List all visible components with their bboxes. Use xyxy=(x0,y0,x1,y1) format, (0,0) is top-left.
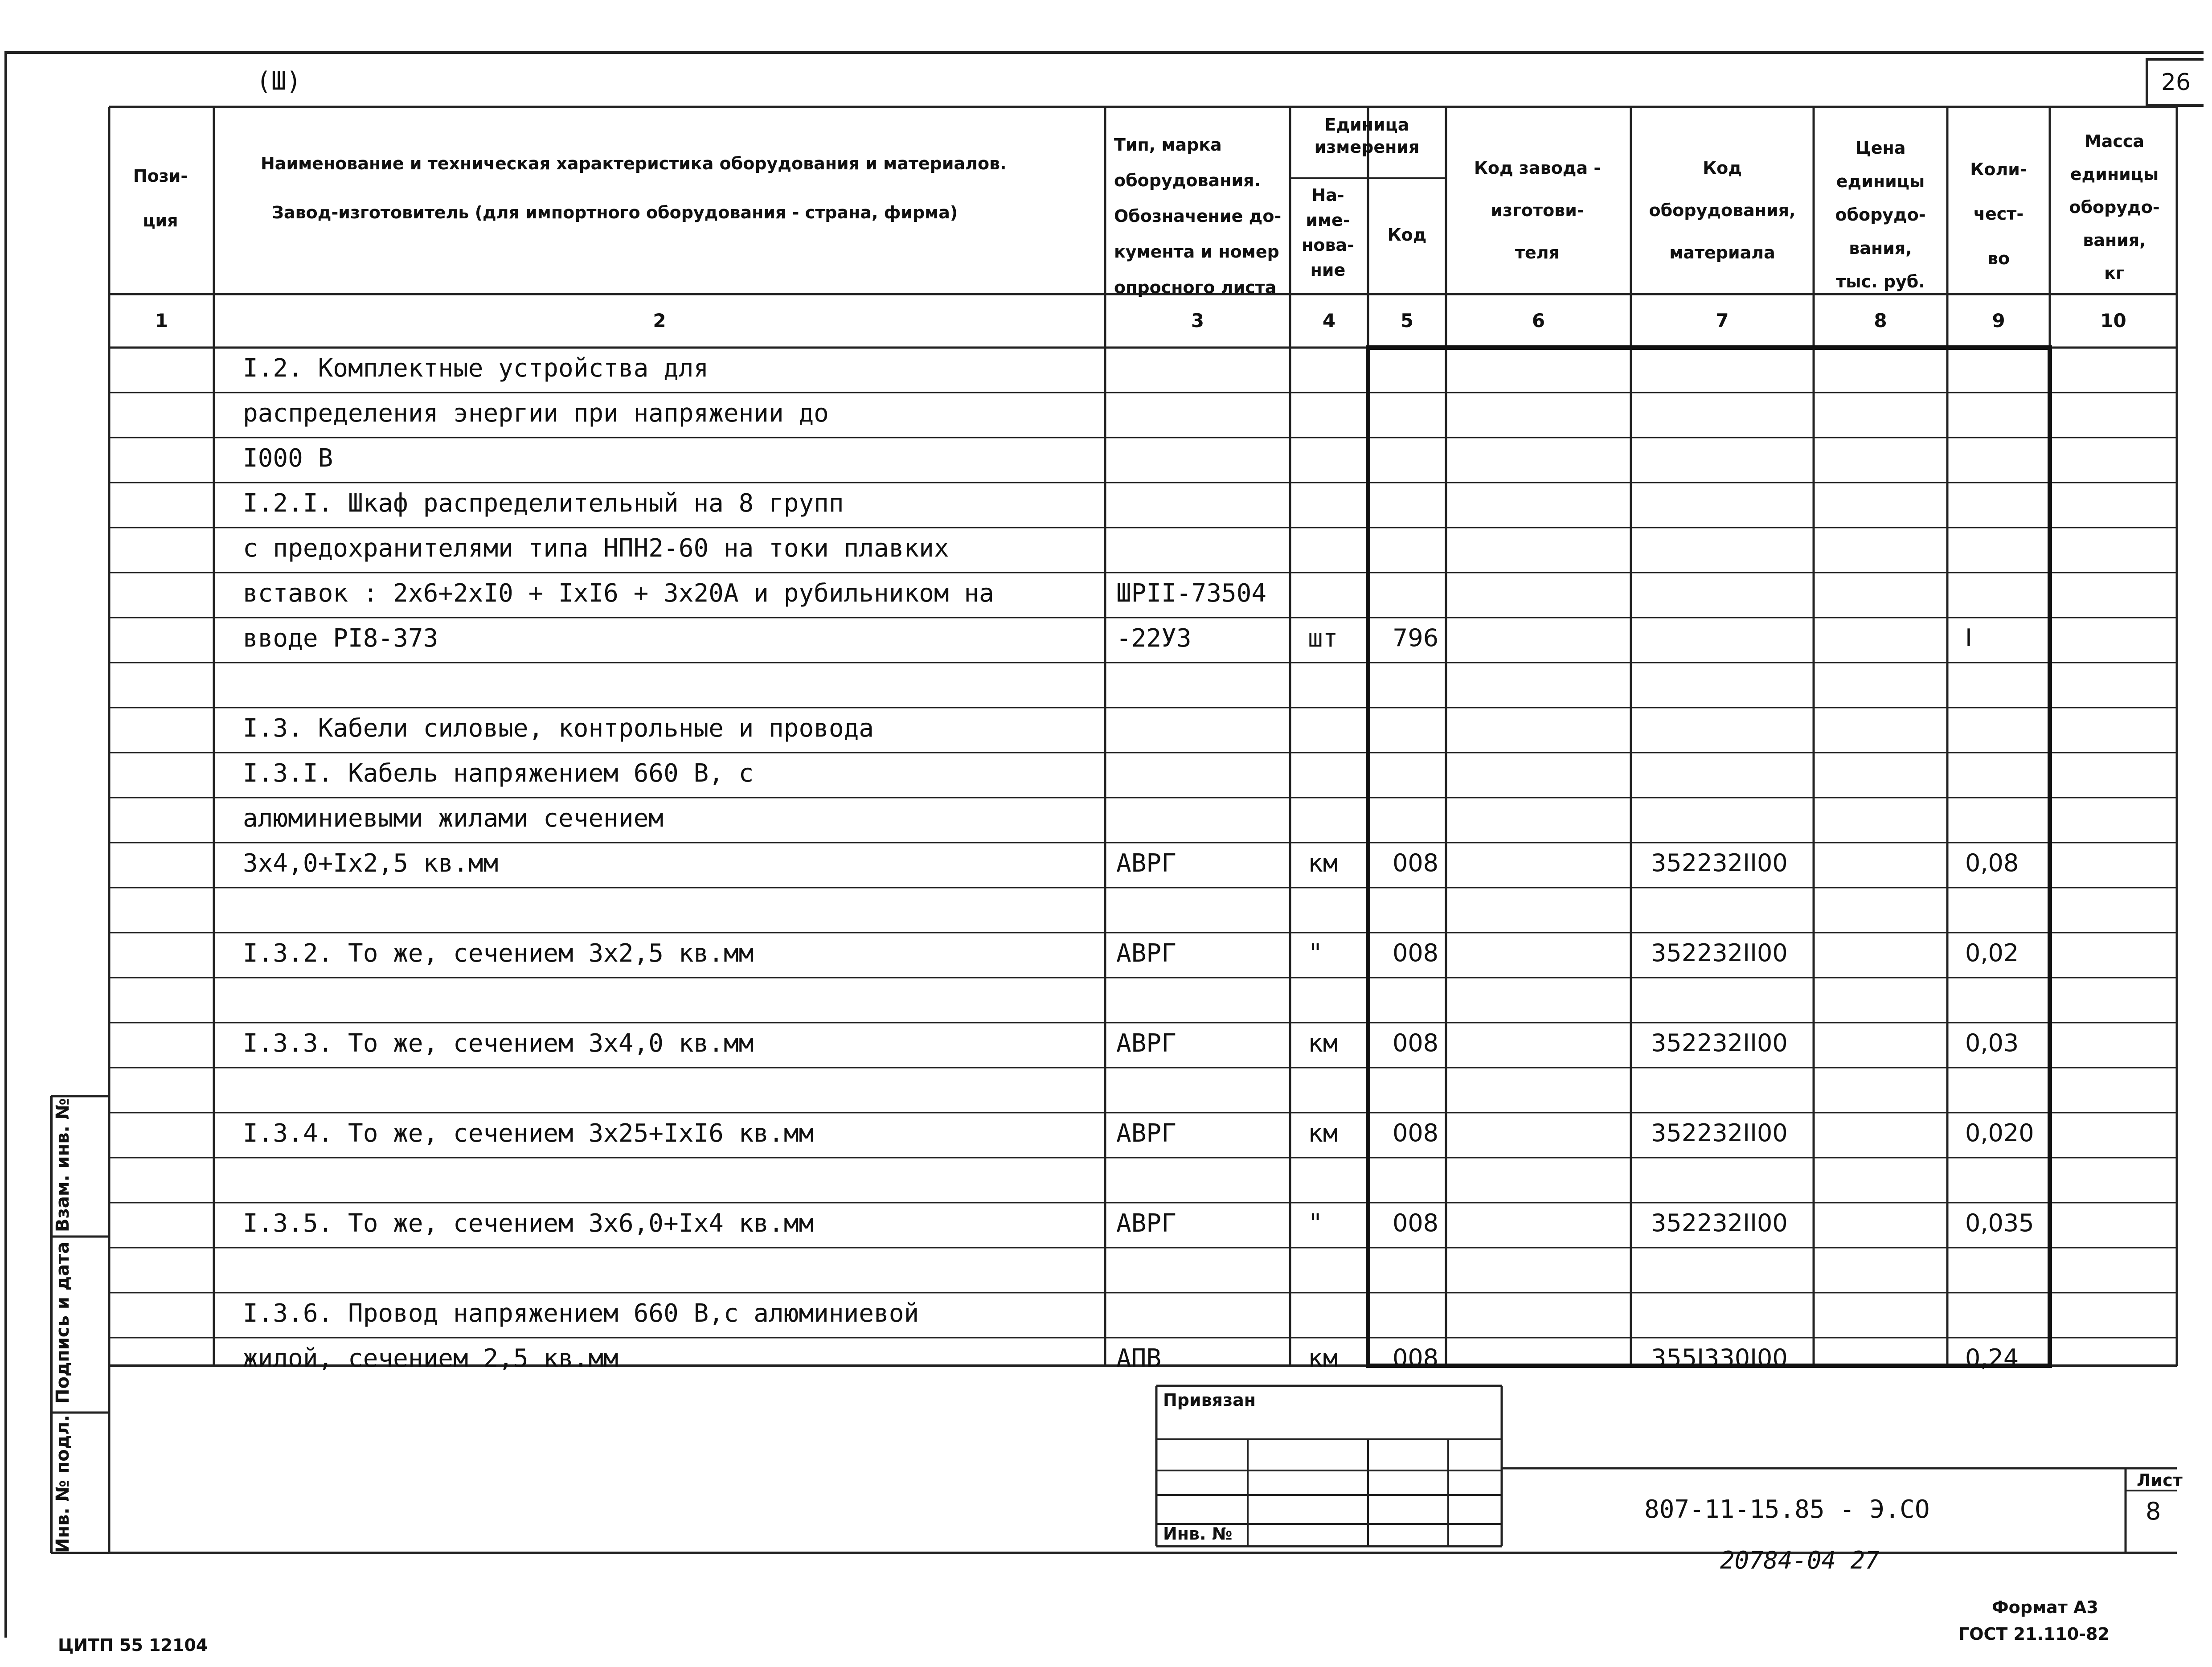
row-name: I.3. Кабели силовые, контрольные и провода xyxy=(243,714,874,743)
row-unit-name: км xyxy=(1308,1029,1338,1058)
side-label-vzam: Взам. инв. № xyxy=(53,1098,73,1232)
row-name: I000 В xyxy=(243,444,333,473)
header-name-line2: Завод-изготовитель (для импортного оборудования - страна, фирма) xyxy=(272,203,958,222)
stamp-list-number: 8 xyxy=(2146,1497,2161,1525)
header-unit: Единица измерения xyxy=(1314,115,1420,157)
row-name: I.3.6. Провод напряжением 660 В,с алюминиевой xyxy=(243,1299,919,1328)
row-name: 3х4,0+Iх2,5 кв.мм xyxy=(243,849,499,878)
header-equipment-code: Код оборудования, материала xyxy=(1649,158,1796,262)
row-unit-code: 008 xyxy=(1393,1209,1439,1237)
row-name: вводе PI8-373 xyxy=(243,624,438,653)
row-quantity: 0,08 xyxy=(1965,849,2019,877)
row-unit-name: шт xyxy=(1308,624,1338,653)
series-mark: (Ш) xyxy=(256,67,302,96)
row-name: I.2. Комплектные устройства для xyxy=(243,354,709,383)
row-type: АВРГ xyxy=(1116,849,1176,878)
column-number: 5 xyxy=(1400,310,1414,332)
row-quantity: 0,24 xyxy=(1965,1344,2019,1372)
row-quantity: 0,020 xyxy=(1965,1119,2034,1147)
column-number: 4 xyxy=(1322,310,1336,332)
row-name: I.3.I. Кабель напряжением 660 В, с xyxy=(243,759,754,788)
row-quantity: I xyxy=(1965,624,1972,652)
sheet-number: 26 xyxy=(2146,58,2204,107)
header-unit-code: Код xyxy=(1387,225,1427,245)
row-quantity: 0,03 xyxy=(1965,1029,2019,1057)
row-type: ШРII-73504 xyxy=(1116,579,1267,608)
row-type: АВРГ xyxy=(1116,1119,1176,1148)
row-unit-code: 796 xyxy=(1393,624,1439,652)
row-equipment-code: 352232II00 xyxy=(1651,849,1788,877)
row-name: I.3.4. То же, сечением 3х25+IхI6 кв.мм xyxy=(243,1119,814,1148)
row-name: I.3.3. То же, сечением 3х4,0 кв.мм xyxy=(243,1029,754,1058)
row-equipment-code: 352232II00 xyxy=(1651,1209,1788,1237)
column-number: 10 xyxy=(2100,310,2126,332)
column-number: 8 xyxy=(1874,310,1887,332)
header-name-line1: Наименование и техническая характеристика оборудования и материалов. xyxy=(261,154,1007,173)
row-type: -22У3 xyxy=(1116,624,1192,653)
row-unit-code: 008 xyxy=(1393,1344,1439,1372)
row-equipment-code: 352232II00 xyxy=(1651,1119,1788,1147)
side-label-podpis: Подпись и дата xyxy=(53,1241,73,1404)
side-label-inv-podl: Инв. № подл. xyxy=(53,1415,73,1553)
row-equipment-code: 352232II00 xyxy=(1651,939,1788,967)
row-type: АПВ xyxy=(1116,1344,1162,1373)
footer-gost: ГОСТ 21.110-82 xyxy=(1958,1624,2110,1644)
header-type: Тип, марка оборудования. Обозначение до- кумента и номер опросного листа xyxy=(1114,135,1282,297)
row-name: жилой, сечением 2,5 кв.мм xyxy=(243,1344,619,1373)
header-factory-code: Код завода - изготови- теля xyxy=(1474,158,1601,262)
footer-citp: ЦИТП 55 12104 xyxy=(58,1635,208,1655)
row-type: АВРГ xyxy=(1116,939,1176,968)
column-number: 2 xyxy=(653,310,666,332)
row-unit-name: км xyxy=(1308,1119,1338,1148)
row-name: алюминиевыми жилами сечением xyxy=(243,804,664,833)
column-number: 3 xyxy=(1191,310,1204,332)
row-unit-name: " xyxy=(1308,1209,1323,1238)
row-unit-name: " xyxy=(1308,939,1323,968)
row-quantity: 0,035 xyxy=(1965,1209,2034,1237)
header-position: Пози- ция xyxy=(133,166,188,230)
row-name: с предохранителями типа НПН2-60 на токи плавких xyxy=(243,534,949,563)
row-name: I.3.2. То же, сечением 3х2,5 кв.мм xyxy=(243,939,754,968)
row-unit-name: км xyxy=(1308,849,1338,878)
row-unit-code: 008 xyxy=(1393,1119,1439,1147)
stamp-list-label: Лист xyxy=(2137,1470,2183,1490)
stamp-privyazan: Привязан xyxy=(1163,1390,1256,1410)
stamp-inv-no: Инв. № xyxy=(1163,1524,1233,1544)
row-equipment-code: 355I330I00 xyxy=(1651,1344,1788,1372)
row-name: I.2.I. Шкаф распределительный на 8 групп xyxy=(243,489,844,518)
row-quantity: 0,02 xyxy=(1965,939,2019,967)
row-type: АВРГ xyxy=(1116,1029,1176,1058)
row-name: распределения энергии при напряжении до xyxy=(243,399,829,428)
row-name: вставок : 2х6+2хI0 + IхI6 + 3х20А и рубильником на xyxy=(243,579,994,608)
column-number: 6 xyxy=(1532,310,1545,332)
header-unit-name: На- име- нова- ние xyxy=(1302,185,1354,280)
row-unit-code: 008 xyxy=(1393,939,1439,967)
row-unit-name: км xyxy=(1308,1344,1338,1373)
column-number: 1 xyxy=(155,310,168,332)
row-unit-code: 008 xyxy=(1393,1029,1439,1057)
stamp-doc-code: 807-11-15.85 - Э.СО xyxy=(1644,1495,1930,1524)
header-price: Цена единицы оборудо- вания, тыс. руб. xyxy=(1835,138,1926,291)
header-mass: Масса единицы оборудо- вания, кг xyxy=(2069,131,2160,283)
row-type: АВРГ xyxy=(1116,1209,1176,1238)
stamp-handwritten: 20784-04 27 xyxy=(1720,1546,1880,1574)
column-number: 7 xyxy=(1716,310,1729,332)
row-equipment-code: 352232II00 xyxy=(1651,1029,1788,1057)
row-name: I.3.5. То же, сечением 3х6,0+Iх4 кв.мм xyxy=(243,1209,814,1238)
row-unit-code: 008 xyxy=(1393,849,1439,877)
footer-format: Формат А3 xyxy=(1992,1597,2098,1617)
header-quantity: Коли- чест- во xyxy=(1970,160,2027,268)
column-number: 9 xyxy=(1992,310,2005,332)
